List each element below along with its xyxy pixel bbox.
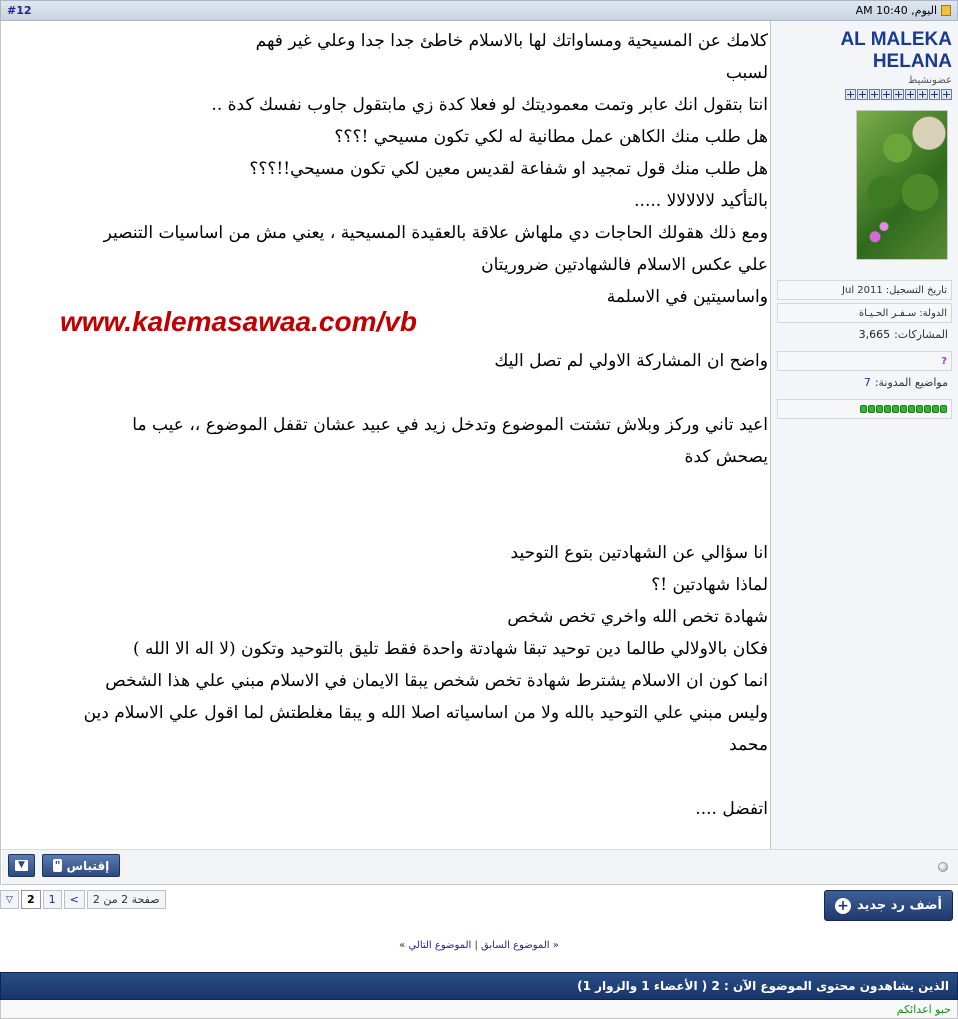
- username-line: AL MALEKA: [840, 29, 952, 50]
- message-line: هل طلب منك الكاهن عمل مطانية له لكي تكون مسيحي !؟؟؟: [334, 127, 768, 147]
- pagination: [0, 890, 166, 909]
- page-link-1[interactable]: 1: [43, 890, 62, 909]
- next-thread-link[interactable]: الموضوع التالي: [408, 940, 472, 951]
- rank-stars: [777, 89, 952, 100]
- rank-star-icon: [893, 89, 904, 100]
- post-count-label: المشاركات:: [894, 327, 948, 341]
- page-prev-link[interactable]: <: [64, 890, 85, 909]
- rank-star-icon: [845, 89, 856, 100]
- user-country: [777, 303, 952, 323]
- reputation-pip-icon: [932, 405, 939, 413]
- message-line: وليس مبني علي التوحيد بالله ولا من اساسياته اصلا الله و يبقا مغلطتش لما اقول علي الاسلام دين: [83, 703, 768, 723]
- thread-navigation: [0, 940, 958, 951]
- viewers-list: [0, 1000, 958, 1019]
- reputation-box: [777, 399, 952, 419]
- post-count-value: 3,665: [858, 327, 891, 341]
- blog-entries-link[interactable]: 7: [863, 375, 871, 389]
- post-icon: [941, 5, 951, 16]
- message-line: كلامك عن المسيحية ومساواتك لها بالاسلام خاطئ جدا جدا وعلي غير فهم: [255, 31, 768, 51]
- message-line: واساسيتين في الاسلمة: [606, 287, 768, 307]
- nav-close-quote: »: [399, 940, 406, 951]
- page-label: صفحة 2 من 2: [87, 890, 166, 909]
- offline-status-icon: [938, 862, 948, 872]
- page-current: 2: [21, 890, 41, 909]
- message-line: فكان بالاولالي طالما دين توحيد تبقا شهادتة واحدة فقط تليق بالتوحيد وتكون (لا اله الا الله ): [132, 639, 768, 659]
- rank-star-icon: [905, 89, 916, 100]
- message-line: يصحش كدة: [684, 447, 768, 467]
- post-number-link[interactable]: #12: [7, 4, 32, 17]
- username-link[interactable]: [777, 29, 952, 73]
- rank-star-icon: [857, 89, 868, 100]
- message-line: بالتأكيد لالالالالا .....: [634, 191, 768, 211]
- user-title: عضونشيط: [907, 75, 952, 86]
- blog-entries-label: مواضيع المدونة:: [874, 375, 948, 389]
- message-line: شهادة تخص الله واخري تخص شخص: [507, 607, 768, 627]
- page-jump-chevron-icon[interactable]: ▽: [0, 890, 19, 909]
- message-line: علي عكس الاسلام فالشهادتين ضروريتان: [481, 255, 768, 275]
- add-reply-button[interactable]: [824, 890, 953, 921]
- message-line: واضح ان المشاركة الاولي لم تصل اليك: [494, 351, 768, 371]
- rank-star-icon: [917, 89, 928, 100]
- reputation-pip-icon: [876, 405, 883, 413]
- reputation-pip-icon: [900, 405, 907, 413]
- post-count: [777, 323, 952, 345]
- chevron-down-icon: ▼: [15, 860, 28, 871]
- nav-open-quote: «: [552, 940, 559, 951]
- reputation-pip-icon: [916, 405, 923, 413]
- viewer-member-link[interactable]: حبو اعدائكم: [896, 1002, 951, 1016]
- avatar[interactable]: [856, 110, 948, 260]
- post-message: [2, 21, 770, 849]
- quote-icon: ": [54, 859, 61, 872]
- username-line: HELANA: [872, 51, 952, 72]
- rank-star-icon: [941, 89, 952, 100]
- reputation-pip-icon: [884, 405, 891, 413]
- message-line: اعيد تاني وركز وبلاش تشتت الموضوع وتدخل زيد في عبيد عشان تقفل الموضوع ،، عيب ما: [132, 415, 768, 435]
- multi-quote-button[interactable]: [8, 854, 35, 877]
- join-date-label: تاريخ التسجيل:: [885, 284, 947, 296]
- country-label: الدولة:: [919, 307, 947, 319]
- reputation-pip-icon: [868, 405, 875, 413]
- join-date: [777, 280, 952, 300]
- gender-box: [777, 351, 952, 371]
- nav-separator: |: [474, 940, 478, 951]
- message-line: اتفضل ....: [695, 799, 768, 819]
- plus-icon: +: [835, 898, 851, 914]
- rank-star-icon: [869, 89, 880, 100]
- post-body: [0, 21, 958, 885]
- post-header: [0, 0, 958, 21]
- message-line: انتا بتقول انك عابر وتمت معموديتك لو فعلا كدة زي مابتقول جاوب نفسك كدة ..: [211, 95, 768, 115]
- message-line: انا سؤالي عن الشهادتين بتوع التوحيد: [510, 543, 768, 563]
- quote-button[interactable]: [42, 854, 120, 877]
- blog-entries: [777, 371, 952, 393]
- post-date: [856, 4, 951, 17]
- message-line: لسبب: [725, 63, 768, 83]
- message-line: هل طلب منك قول تمجيد او شفاعة لقديس معين لكي تكون مسيحي!!؟؟؟: [249, 159, 768, 179]
- post-footer: [2, 849, 958, 885]
- reputation-bar: [860, 405, 947, 413]
- gender-icon: ?: [941, 355, 947, 367]
- reputation-pip-icon: [924, 405, 931, 413]
- prev-thread-link[interactable]: الموضوع السابق: [481, 940, 550, 951]
- add-reply-label: أضف رد جديد: [857, 898, 942, 913]
- quote-button-label: إقتباس: [66, 858, 110, 873]
- message-line: لماذا شهادتين !؟: [651, 575, 768, 595]
- reputation-pip-icon: [892, 405, 899, 413]
- message-line: انما كون ان الاسلام يشترط شهادة تخص شخص يبقا الايمان في الاسلام مبني علي هذا الشخص: [105, 671, 768, 691]
- user-info-panel: [770, 21, 958, 885]
- rank-star-icon: [929, 89, 940, 100]
- rank-star-icon: [881, 89, 892, 100]
- reputation-pip-icon: [940, 405, 947, 413]
- viewers-heading: الذين يشاهدون محتوى الموضوع الآن : 2 ( الأعضاء 1 والزوار 1): [0, 972, 958, 1000]
- reputation-pip-icon: [908, 405, 915, 413]
- watermark-url: www.kalemasawaa.com/vb: [60, 306, 417, 337]
- reputation-pip-icon: [860, 405, 867, 413]
- message-line: ومع ذلك هقولك الحاجات دي ملهاش علاقة بالعقيدة المسيحية ، يعني مش من اساسيات التنصير: [103, 223, 768, 243]
- country-value: سـفـر الحـيـاة: [858, 307, 917, 319]
- join-date-value: Jul 2011: [842, 284, 883, 296]
- message-line: محمد: [729, 735, 768, 755]
- post-date-text: اليوم, 10:40 AM: [855, 4, 937, 17]
